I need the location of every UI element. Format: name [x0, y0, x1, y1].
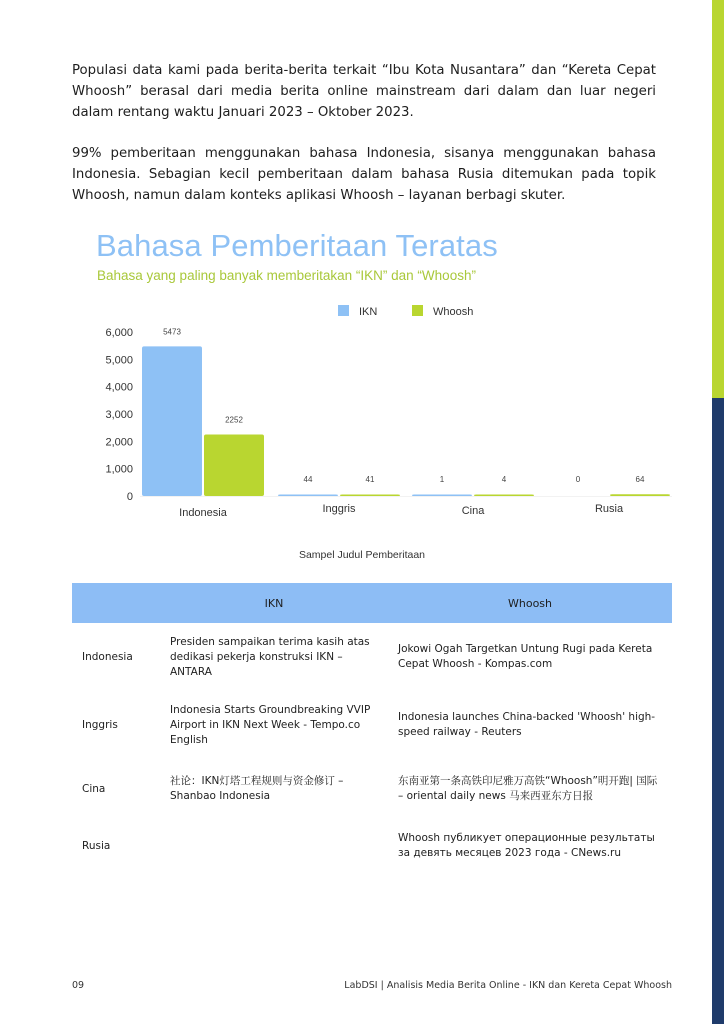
- bar-whoosh-indonesia: [204, 434, 264, 496]
- legend-swatch-ikn: [338, 305, 349, 316]
- y-tick-label: 2,000: [105, 436, 133, 449]
- data-label-whoosh-inggris: 41: [365, 475, 375, 484]
- row-language: Indonesia: [82, 650, 133, 663]
- side-accent-navy: [712, 398, 724, 1024]
- bar-ikn-cina: [412, 495, 472, 497]
- bar-whoosh-rusia: [610, 494, 670, 496]
- table-row: [72, 759, 672, 819]
- intro-paragraph-1: Populasi data kami pada berita-berita terkait “Ibu Kota Nusantara” dan “Kereta Cepat Whoosh” berasal dari media berita online mainstream dari dalam dan luar negeri dalam rentang waktu Januari 2023 – Oktober 2023.: [72, 63, 656, 120]
- y-tick-label: 4,000: [105, 381, 133, 394]
- row-language: Cina: [82, 782, 106, 795]
- data-label-whoosh-cina: 4: [501, 475, 507, 484]
- bar-whoosh-cina: [474, 495, 534, 497]
- data-label-ikn-indonesia: 5473: [163, 327, 181, 337]
- table-caption: Sampel Judul Pemberitaan: [298, 549, 426, 561]
- row-whoosh-headline: Whoosh публикует операционные результаты за девять месяцев 2023 года - CNews.ru: [398, 832, 655, 859]
- footer-source: LabDSI | Analisis Media Berita Online - IKN dan Kereta Cepat Whoosh: [344, 980, 672, 991]
- x-category-label: Rusia: [594, 503, 624, 515]
- side-accent-green: [712, 0, 724, 398]
- data-label-whoosh-indonesia: 2252: [225, 415, 243, 425]
- data-label-whoosh-rusia: 64: [635, 475, 645, 484]
- y-tick-label: 0: [126, 491, 133, 503]
- bar-ikn-indonesia: [142, 346, 202, 496]
- header-ikn: IKN: [160, 583, 388, 623]
- data-label-ikn-rusia: 0: [575, 475, 581, 484]
- row-language: Rusia: [82, 839, 111, 852]
- header-language: [72, 583, 160, 623]
- row-ikn-headline: Indonesia Starts Groundbreaking VVIP Airport in IKN Next Week - Tempo.co English: [170, 703, 371, 746]
- legend-label-ikn: IKN: [359, 306, 378, 318]
- table-row: [72, 819, 672, 873]
- row-whoosh-headline: 东南亚第一条高铁印尼雅万高铁“Whoosh”明开跑| 国际 – oriental daily news 马来西亚东方日报: [398, 775, 658, 802]
- intro-paragraph-2: 99% pemberitaan menggunakan bahasa Indonesia, sisanya menggunakan bahasa Indonesia. Sebagian kecil pemberitaan dalam bahasa Rusia ditemukan pada topik Whoosh, namun dalam konteks aplikasi Whoosh – layanan berbagi skuter.: [72, 146, 656, 203]
- legend-label-whoosh: Whoosh: [433, 306, 474, 318]
- row-ikn-headline: 社论：IKN灯塔工程规则与资金修订 – Shanbao Indonesia: [170, 775, 344, 802]
- row-language: Inggris: [82, 718, 118, 731]
- header-whoosh: Whoosh: [388, 583, 672, 623]
- bar-ikn-inggris: [278, 495, 338, 497]
- row-whoosh-headline: Jokowi Ogah Targetkan Untung Rugi pada Kereta Cepat Whoosh - Kompas.com: [398, 643, 653, 670]
- chart-title: Bahasa Pemberitaan Teratas: [96, 228, 498, 263]
- data-label-ikn-cina: 1: [439, 475, 445, 484]
- row-ikn-headline: Presiden sampaikan terima kasih atas dedikasi pekerja konstruksi IKN – ANTARA: [170, 635, 370, 678]
- x-category-label: Inggris: [322, 503, 356, 515]
- x-category-label: Cina: [461, 505, 485, 517]
- bar-whoosh-inggris: [340, 495, 400, 497]
- x-category-label: Indonesia: [179, 507, 227, 519]
- y-tick-label: 5,000: [105, 354, 133, 367]
- y-tick-label: 3,000: [105, 409, 133, 421]
- sample-headlines-table: [72, 583, 672, 873]
- data-label-ikn-inggris: 44: [303, 475, 313, 484]
- y-tick-label: 6,000: [105, 327, 133, 339]
- y-tick-label: 1,000: [105, 463, 133, 476]
- table-header-row: [72, 583, 672, 623]
- table-row: [72, 691, 672, 759]
- legend-swatch-whoosh: [412, 305, 423, 316]
- row-ikn-headline: [160, 819, 388, 873]
- bar-chart: [0, 290, 700, 520]
- page-number: 09: [72, 980, 85, 991]
- row-whoosh-headline: Indonesia launches China-backed 'Whoosh' high-speed railway - Reuters: [398, 711, 656, 738]
- table-row: [72, 623, 672, 691]
- chart-subtitle: Bahasa yang paling banyak memberitakan “IKN” dan “Whoosh”: [97, 268, 476, 283]
